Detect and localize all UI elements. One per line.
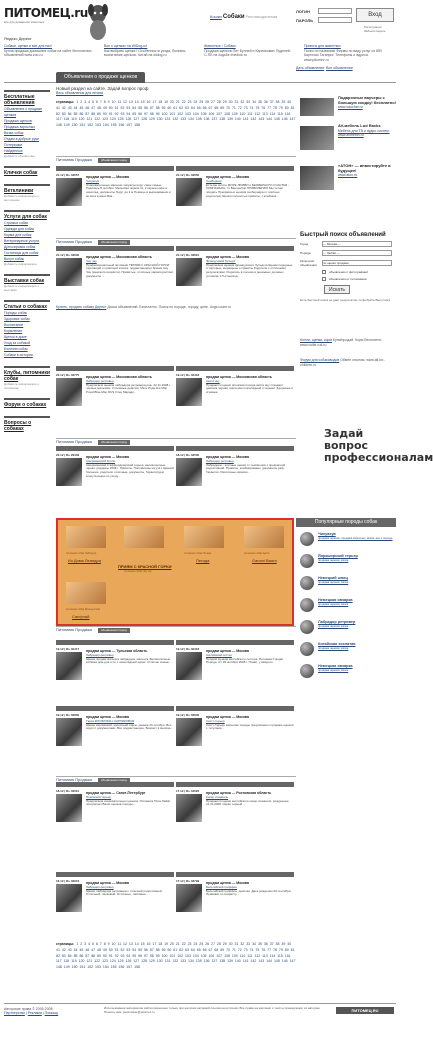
login-label: ЛОГИН (296, 8, 310, 14)
right-banner[interactable]: «АТОН» — инвестируйте в будущее! www.aton.ru (300, 164, 396, 194)
footer: Авторские права © 2005-2008 Партнерство | Реклама | Помощь Использование материалов сайта разрешено только при наличии активной ссылки на источник. Все права на картинки и тексты принадлежат их авторам. Пишите нам: postmaster@pitomez.ru (4, 1003, 396, 1015)
breed-label: Порода (300, 251, 311, 255)
breed-avatar[interactable] (300, 598, 314, 612)
card-header (176, 782, 294, 787)
pagination-top[interactable]: страницы: 1 2 3 4 5 6 7 8 9 10 11 12 13 14 15 16 17 18 19 20 21 22 23 24 25 26 27 28 29 30 31 32 33 34 35 36 37 38 39 40 41 42 43 44 45 46 47 48 49 50 51 52 53 54 55 56 57 58 59 60 61 62 63 64 65 66 67 68 69 70 71 72 73 74 75 76 77 78 79 80 81 82 83 84 85 86 87 88 89 90 91 92 93 94 95 96 97 98 99 100 101 102 103 104 105 106 107 108 109 110 111 112 113 114 115 116 117 118 119 120 121 122 123 124 125 126 127 128 129 130 131 132 133 134 135 136 137 138 139 140 141 142 143 144 145 146 147 148 149 150 151 152 153 154 155 156 157 158 (56, 100, 296, 128)
card-header (176, 246, 294, 251)
kennel-photo[interactable] (66, 582, 106, 604)
ask-experts-banner[interactable]: Задай вопрос профессионалам (300, 418, 394, 486)
card-date: 18.12 | Ro 33010 (56, 789, 80, 793)
popular-breed-item[interactable]: Йоркширский терьер продажа щенков, вязка (300, 552, 396, 572)
sidebar-heading[interactable]: Клубы, питомники собак (4, 366, 50, 382)
card-header (56, 446, 174, 451)
puppy-photo[interactable] (56, 884, 82, 912)
sidebar-item[interactable]: Потеряшки (4, 143, 22, 147)
puppy-photo[interactable] (176, 258, 202, 286)
card-text: продам щенка — Москва Лабрадор-ретривер Лабрадоры - элитные щенки от чемпионов с прекрасной родословной. Привиты, клеймированы, документы ркф. Гарантия. Различные окраски... (206, 455, 286, 475)
card-header (56, 246, 174, 251)
sidebar-heading[interactable]: Бесплатные объявления (4, 90, 50, 106)
card-date: 19.12 | Ro 32417 (56, 647, 80, 651)
ad-card[interactable] (56, 446, 174, 506)
popular-breed-item[interactable]: Немецкий шпиц продажа щенков, вязка (300, 574, 396, 594)
card-date: 21.12 | Ro 33610 (176, 253, 200, 257)
promo-block[interactable]: Все о щенках на WiDog.ru! Как выбрать щенка? Особенности ухода, болезни, воспитание щенков. Читай на widog.ru (104, 44, 187, 57)
category-label: Категория объявления (300, 259, 317, 267)
puppy-photo[interactable] (56, 258, 82, 286)
popular-breed-item[interactable]: Чихуахуа продажа щенков, продажа взрослых, вязка, все о породе (300, 530, 396, 550)
card-text: продам щенка — Москва Лабрадор-ретривер Щенки лабрадора ретривера с отличной родословной. Отличный, ласковый. Отличные, ласковые... (86, 881, 163, 897)
kennel-link[interactable]: Пегида (196, 558, 210, 563)
sidebar-heading[interactable]: Форум о собаках (4, 398, 50, 408)
footer-link[interactable]: Реклама (27, 1011, 42, 1015)
card-header (176, 366, 294, 371)
footer-link[interactable]: Партнерство (4, 1011, 25, 1015)
kennel-photo[interactable] (184, 526, 224, 548)
top-nav (210, 14, 277, 20)
nav-cats[interactable]: Кошки (210, 14, 222, 19)
card-text: продам щенка — Московская область Чау чау Профессиональный питомник 'ПРИЯМ С КРАСНОЙ ГОРКИ' (пропащий и приятный кличек- подрастающие) брачки Чау Чау (женского возраста). Привитые, отличные характеристики, документы... (86, 255, 174, 278)
card-header (56, 366, 174, 371)
sidebar-item[interactable]: Ветеринарные услуги (4, 239, 40, 243)
sidebar-item[interactable]: Здоровье собак (4, 317, 30, 321)
card-header (56, 706, 174, 711)
sidebar-item[interactable]: Дрессировка собак (4, 245, 36, 249)
kennel-photo[interactable] (66, 526, 106, 548)
puppy-photo[interactable] (176, 458, 202, 486)
card-header (56, 872, 174, 877)
card-date: 19.12 | Ro 32600 (176, 713, 200, 717)
card-header (56, 640, 174, 645)
card-date: 19.12 | Ro 32800 (56, 713, 80, 717)
sidebar-item[interactable]: Объявления о продаже щенков (4, 107, 43, 117)
kennel-link[interactable]: ПРИЯМ С КРАСНОЙ ГОРКИ (118, 564, 172, 569)
card-date: 17.12 | Ro 33799 (176, 879, 200, 883)
footer-text: Использование материалов сайта разрешено только при наличии активной ссылки на источник. Все права на картинки и тексты принадлежат их авторам. (104, 1006, 321, 1010)
sidebar-add-link[interactable]: Добавить информацию о питомнике (4, 382, 40, 390)
sidebar-item[interactable]: Воспитание (4, 323, 24, 327)
sidebar-item[interactable]: Болезни собак (4, 347, 28, 351)
card-header (176, 706, 294, 711)
ad-card[interactable] (56, 366, 174, 426)
card-date: 20.12 | Ro 29433 (56, 453, 80, 457)
ad-card[interactable] (176, 446, 294, 506)
sidebar-item[interactable]: Собаки в истории (4, 353, 33, 357)
breed-avatar[interactable] (300, 642, 314, 656)
right-text-ad[interactable]: Колли, щенки, корм Купи/продай. Корм бесплатно. www.collie-ruk.ru (300, 338, 383, 347)
login-input[interactable] (318, 8, 352, 14)
promo-block[interactable]: Животные / Собаки Продажа щенков Пит Буллей и Карликовых Пуделей. С-ПБ на ходьбе imedlok.ru (204, 44, 291, 57)
sidebar-add-link[interactable]: Добавить информацию о ветклинике (4, 194, 40, 202)
main-intro (56, 86, 296, 95)
banner-image (300, 98, 334, 116)
kennel-photo[interactable] (124, 526, 164, 548)
card-header (56, 782, 174, 787)
ad-card[interactable] (176, 366, 294, 426)
card-text: продам щенка — Ростовская область Кокер-спаниель Продаются щенки английского кокер-спаниеля, рожденные 21.11.2008. Окрас черный... (206, 791, 289, 807)
ad-card[interactable] (176, 872, 294, 932)
kennel-checkbox[interactable] (322, 277, 326, 281)
ad-card[interactable] (176, 246, 294, 306)
breed-avatar[interactable] (300, 554, 314, 568)
breed-avatar[interactable] (300, 664, 314, 678)
footer-link[interactable]: Помощь (44, 1011, 59, 1015)
sidebar-item[interactable]: Уход за собакой (4, 341, 31, 345)
card-text: продам щенка — Санкт-Петербург Пекинский терьер Предлагаем очаровательных щенков. Питомник 'Роза Лайф' предлагает Ваши щенков породы... (86, 791, 171, 807)
card-header (176, 872, 294, 877)
breed-select[interactable]: — Любая — (322, 250, 392, 256)
sidebar-item[interactable]: Продажа щенков (4, 119, 32, 123)
copyright: Авторские права © 2005-2008 (4, 1007, 53, 1011)
card-text: продам щенка — Москва Английский сеттер Продам щенков английского сеттера. Питомник Гордая Порода. От 30 октября 2008 г. Помёт, у каждого.. (206, 649, 284, 665)
print-link[interactable]: Весь объявления для печати (56, 91, 104, 95)
kennel-sub: питомник собак Чау чау (124, 570, 152, 573)
nav-dogs[interactable]: Собаки (222, 14, 245, 20)
ad-card[interactable] (176, 166, 294, 226)
sidebar-item[interactable]: Отдам в добрые руки (4, 137, 39, 141)
card-header (56, 166, 174, 171)
quick-search-form: Быстрый поиск объявлений Город — Москва — Порода — Любая — Категория объявления по щенки продажи объявления с фотографией объявления от питомников Искать Есть быстрый поиск не дает результатов, попробуйте Ваш поиск (300, 232, 396, 302)
kennel-link[interactable]: Санфлай (72, 614, 90, 619)
yandex-direct-label[interactable]: Яндекс Директ (4, 36, 32, 41)
puppy-photo[interactable] (56, 178, 82, 206)
city-label: Город (300, 242, 309, 246)
card-date: 21.12 | Ro 33650 (176, 173, 200, 177)
sidebar-item[interactable]: Стрижка собак (4, 221, 29, 225)
kennel-link[interactable]: Из Дома Леандра (68, 558, 101, 563)
dog-mascot-image (84, 2, 112, 40)
kennels-promo-block (56, 518, 294, 626)
sidebar-heading[interactable]: Ветклиники (4, 184, 50, 194)
sidebar-add-link[interactable]: Добавить информацию о выставке (4, 284, 40, 292)
right-text-ad[interactable]: Форум для собаководов Обмен опытом. www.all-for-children.ru (300, 358, 385, 367)
card-text: продам щенка — Московская область Лабрадор-ретривер Предлагаем щенков лабрадора ретривера рож. 22.11.2008 г. черные мальчики, 3 палевые девочки, Мать Рода Hot Мэр Рoyal Blue-Мэр RUS Отец Марадо... (86, 375, 171, 395)
section-header[interactable]: Питомник Продажа объявления пород (56, 438, 296, 444)
puppy-photo[interactable] (56, 458, 82, 486)
login-button[interactable]: Вход (356, 8, 394, 22)
card-date: 19.12 | Ro 32418 (176, 373, 200, 377)
sidebar-add-link[interactable]: Добавить информацию (4, 262, 37, 266)
logo-tagline: все для домашних животных (4, 20, 45, 24)
promo-block[interactable]: Приюты для животных Поиск по названию Фирмы по виду услуг из 850 Карточки Таганрог. Телефоны и адреса. www.pitomez.ru (304, 44, 382, 62)
kennel-sub: питомник собак Французский (66, 608, 100, 611)
tab-puppy-sales[interactable]: Объявления о продаже щенков (56, 72, 145, 83)
puppy-photo[interactable] (176, 884, 202, 912)
site-logo[interactable] (4, 6, 88, 28)
kennel-link[interactable]: Gammi Baara (252, 558, 277, 563)
card-text: продам щенка — Москва Американский булли Американский стаффордширский терьер, великолепные щенки, рождены 2008 г. Привиты. Поставлены на учёт. Щенков большие, родители отличные, документы, Гарантируем консультацию по уходу... (86, 455, 174, 478)
pagination-bottom[interactable]: страницы: 1 2 3 4 5 6 7 8 9 10 11 12 13 14 15 16 17 18 19 20 21 22 23 24 25 26 27 28 29 30 31 32 33 34 35 36 37 38 39 40 41 42 43 44 45 46 47 48 49 50 51 52 53 54 55 56 57 58 59 60 61 62 63 64 65 66 67 68 69 70 71 72 73 74 75 76 77 78 79 80 81 82 83 84 85 86 87 88 89 90 91 92 93 94 95 96 97 98 99 100 101 102 103 104 105 106 107 108 109 110 111 112 113 114 115 116 117 118 119 120 121 122 123 124 125 126 127 128 129 130 131 132 133 134 135 136 137 138 139 140 141 142 143 144 145 146 147 148 149 150 151 152 153 154 155 156 157 158 (56, 942, 296, 970)
card-date: 16.12 | Ro 33901 (56, 879, 80, 883)
kennel-sub: питомник собак Лабрадор (66, 552, 97, 555)
card-text: продам щенка — Москва Чихуахуа Очаровательные малыши чихуахуа ищут свою семью. Родились 8 октября. Мальчики окраса 1к, 2 окраса кофе и шоколад, документы будут до 2 м Помощь в выращивании и во всех в ёмко Вак... (86, 175, 171, 198)
all-ads-link[interactable]: Все объявления (326, 66, 353, 70)
card-date: 20.12 | Ro 33775 (56, 373, 80, 377)
photo-checkbox[interactable] (322, 270, 326, 274)
kennel-photo[interactable] (244, 526, 284, 548)
card-date: 17.12 | Ro 34020 (176, 789, 200, 793)
sidebar-item[interactable]: Кормление (4, 329, 23, 333)
left-sidebar (4, 82, 50, 432)
ad-card[interactable] (56, 246, 174, 306)
password-input[interactable] (318, 17, 352, 23)
sidebar-heading[interactable]: Вопросы о собаках (4, 416, 50, 432)
sidebar-item[interactable]: Найденные (4, 149, 23, 153)
card-text: продам щенка — Москва Скотч-терьер Скотч-Терьер мальчики породы предлагаем к продаже щенков с титулами... (206, 715, 294, 731)
card-text: продам щенка — Москва Бельгийский гриффон Бельгийский гриффон, девочка. Дата рождения 20 сентября. Прививки по возрасту... (206, 881, 292, 897)
sidebar-heading[interactable]: Статьи о собаках (4, 300, 50, 310)
sidebar-item[interactable]: Корма для собак (4, 233, 32, 237)
password-label: ПАРОЛЬ (296, 17, 314, 23)
breed-avatar[interactable] (300, 576, 314, 590)
search-note: Есть быстрый поиск не дает результатов, попробуйте Ваш поиск (300, 298, 391, 302)
sidebar-heading[interactable]: Клички собак (4, 166, 50, 176)
card-date: 21.12 | Ro 33657 (56, 173, 80, 177)
section-header[interactable]: Питомник Продажа объявления пород (56, 776, 296, 782)
breed-avatar[interactable] (300, 620, 314, 634)
lost-password-link[interactable]: Регистрация Забыли пароль (364, 25, 386, 33)
puppy-photo[interactable] (176, 378, 202, 406)
card-text: продам щенка — Москва Сенбернар Есть вы хотите МОРЕ ЛЮБВИ и БЕЗМЕРНОГО СЧАСТЬЯ - КОМПАНЬОН, то Вам выбор ПРИВИЛЕГИИ! Мы хотим продать Прекрасных щенков сенбернара от элитных родителей, Щенки полностью привиты, с клеймом... (206, 175, 289, 198)
puppy-photo[interactable] (56, 378, 82, 406)
sidebar-heading[interactable]: Выставки собак (4, 274, 50, 284)
sidebar-item[interactable]: Продажа взрослых (4, 125, 35, 129)
right-banner[interactable]: Подарочные ваучеры с большую скидку! бесплатно! www.vaucher.ru (300, 96, 396, 118)
sidebar-item[interactable]: Щенок в доме (4, 335, 27, 339)
ad-card[interactable] (56, 782, 174, 842)
city-select[interactable]: — Москва — (322, 241, 392, 247)
footer-contact[interactable]: Пишите нам: postmaster@pitomez.ru (104, 1009, 155, 1014)
sidebar-item[interactable]: Выгул собак (4, 257, 24, 261)
card-header (176, 640, 294, 645)
ad-card[interactable] (176, 640, 294, 700)
breed-avatar[interactable] (300, 532, 314, 546)
sidebar-heading[interactable]: Услуги для собак (4, 210, 50, 220)
card-date: 18.12 | Ro 32500 (176, 453, 200, 457)
card-date: 21.12 | Ro 33630 (56, 253, 80, 257)
puppy-photo[interactable] (56, 652, 82, 680)
ad-card[interactable] (56, 640, 174, 700)
popular-breed-item[interactable]: Китайская хохлатая продажа щенков, вязка (300, 640, 396, 660)
card-text: продам щенка — Московская область Акита ину Продаются щенки японская порода акита ину стандарт, девочка черная, мальчики шоколадный и черный. Здоровые и игривые. (206, 375, 294, 395)
ad-card[interactable] (56, 706, 174, 766)
card-text: продам щенка — Москва Французский бульдог Предлагаем щенков французского бульдога Щенки породные и торговые, выращены и привиты Родители с отличными результатами. Родились в полном в денежных долевых условиях 1.5-2 месяца... (206, 255, 293, 278)
intro-text: Новый раздел на сайте. Задай вопрос проф (56, 86, 149, 91)
card-text: продам щенка — Тульская область Лабрадор-ретривер Щенки продам малыша лабрадора, мальчик. Великолепные собачки дом для и по с шоколадный окрас. Отлично семью... (86, 649, 172, 665)
sidebar-item[interactable]: Вязка собак (4, 131, 24, 135)
search-button[interactable]: Искать (324, 285, 350, 294)
text-ad[interactable]: Купить, продать собаку Директ Доска объявлений. Бесплатно. Поиск по породе, городу, цене. dogs.ucam.ru (56, 305, 232, 309)
banner-image (300, 126, 334, 150)
card-header (176, 446, 294, 451)
section-header[interactable]: Питомник Продажа объявления пород (56, 626, 296, 632)
quick-search-title: Быстрый поиск объявлений (300, 232, 386, 238)
popular-breed-item[interactable]: Лабрадор ретривер продажа щенков, вязка (300, 618, 396, 638)
logo-text: ПИТОМЕЦ.ru (4, 6, 88, 20)
banner-image (300, 166, 334, 190)
sidebar-item[interactable]: Одежда для собак (4, 227, 34, 231)
popular-breeds-title: Популярные породы собак (296, 518, 396, 527)
ad-card[interactable] (56, 872, 174, 932)
puppy-photo[interactable] (176, 652, 202, 680)
card-date: 19.12 | Ro 32418 (176, 647, 200, 651)
puppy-photo[interactable] (176, 794, 202, 822)
sidebar-add-link[interactable]: Добавить объявление (4, 154, 35, 158)
puppy-photo[interactable] (176, 178, 202, 206)
nav-advertisers[interactable]: Рекламодателям (245, 14, 278, 19)
kennel-sub: питомник собак Акита (244, 552, 270, 555)
puppy-photo[interactable] (56, 718, 82, 746)
promo-block[interactable]: Собаки, щенки и все для них! Купля продажа домашних собак на сайте бесплатных объявлений www.zoo.ru (4, 44, 92, 57)
sidebar-item[interactable]: Гостиницы для собак (4, 251, 39, 255)
right-banner[interactable]: AV-мебель Lud Racks Мебель для ТВ и аудио систем. www.avmebel.ru (300, 124, 396, 154)
ad-card[interactable] (56, 166, 174, 226)
category-select[interactable]: по щенки продажи (322, 260, 392, 266)
puppy-photo[interactable] (56, 794, 82, 822)
card-header (176, 166, 294, 171)
ad-card[interactable] (176, 706, 294, 766)
puppy-photo[interactable] (176, 718, 202, 746)
post-ad-link[interactable]: Дать объявление (296, 66, 325, 70)
section-header[interactable]: Питомник Продажа объявления пород (56, 238, 296, 244)
kennel-sub: питомник собак Пегида (184, 552, 212, 555)
sidebar-item[interactable]: Породы собак (4, 311, 27, 315)
promo-links (296, 66, 353, 70)
section-header[interactable]: Питомник Продажа объявления пород (56, 156, 296, 162)
card-text: продам щенка — Москва Такса КРОЛИЧЬЯ и КАРЛИКОВАЯ Щенки карликовой, кроличьей таксы, ранние 26 октября. Все ходят с документами. Все подрастающие. Возраст 2 месяца... (86, 715, 173, 731)
popular-breed-item[interactable]: Немецкая овчарка продажа щенков, вязка (300, 662, 396, 682)
ad-card[interactable] (176, 782, 294, 842)
footer-logo[interactable]: ПИТОМЕЦ.RU (336, 1007, 394, 1014)
popular-breed-item[interactable]: Немецкая овчарка продажа щенков, вязка (300, 596, 396, 616)
